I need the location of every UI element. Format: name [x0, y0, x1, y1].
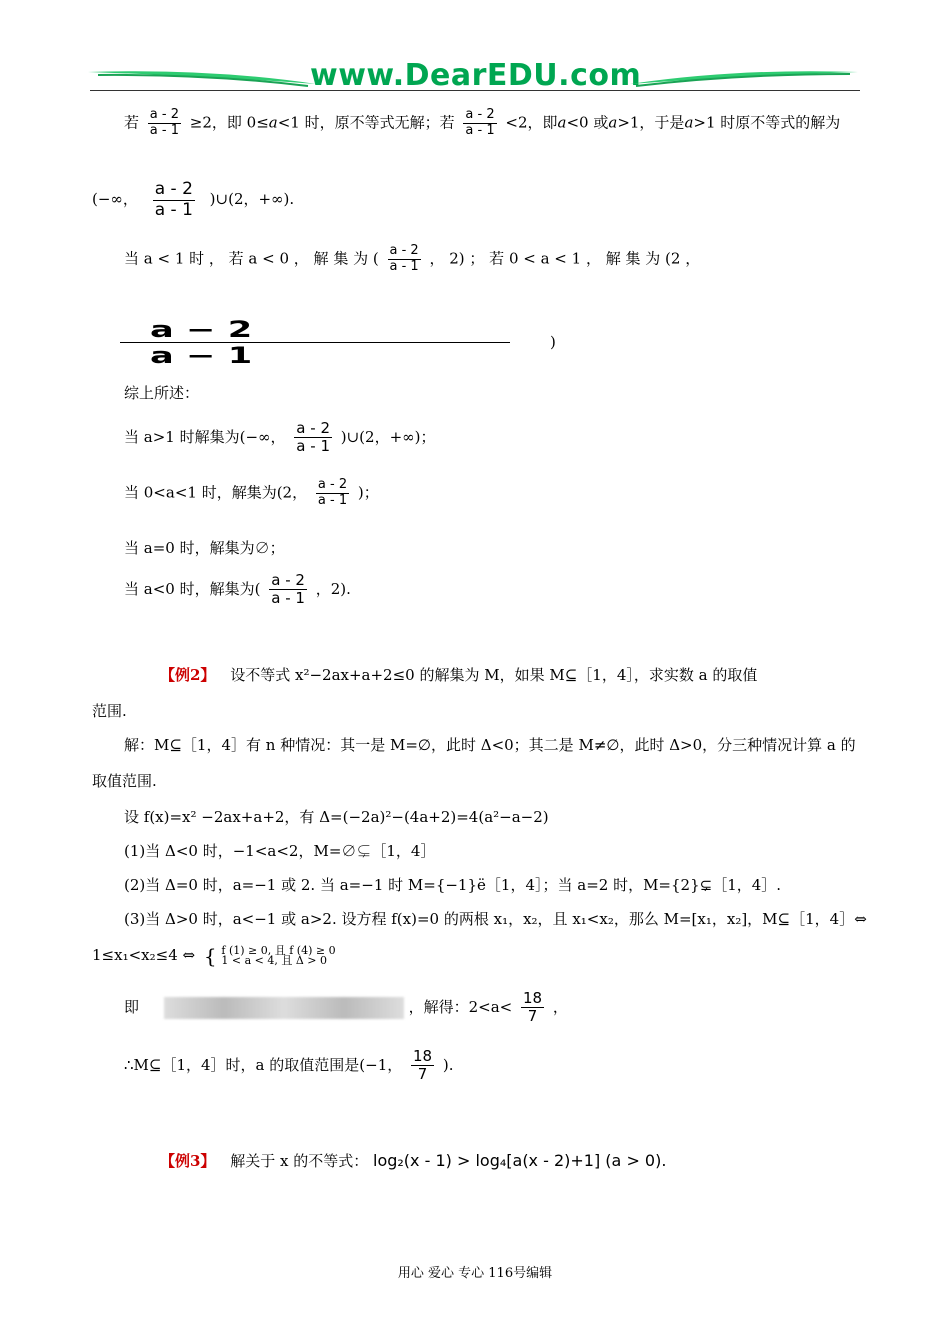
solution-line-1: 解：M⊆［1，4］有 n 种情况：其一是 M=∅，此时 Δ<0；其二是 M≠∅，此时 Δ>0，分三种情况计算 a 的 [124, 736, 856, 754]
text: 设不等式 x²−2ax+a+2≤0 的解集为 M，如果 M⊆［1，4］，求实数 a 的取值 [230, 666, 758, 684]
page-footer: 用心 爱心 专心 116号编辑 [397, 1266, 553, 1281]
log-inequality-formula: log₂(x - 1) > log₄[a(x - 2)+1] (a > 0). [373, 1151, 667, 1170]
fraction: $\frac{a - 2}{a - 1}$ [154, 179, 193, 220]
solution-case-1: (1)当 Δ<0 时，−1<a<2，M=∅⊊［1，4］ [124, 842, 436, 860]
summary-case-3: 当 a=0 时，解集为∅； [124, 539, 285, 557]
fraction: $\frac{a - 2}{a - 1}$ [465, 107, 495, 138]
text: 当 0<a<1 时，解集为(2， [124, 483, 308, 502]
text: )； [357, 483, 379, 502]
fraction: $\frac{18}{7}$ [522, 989, 543, 1026]
paragraph-2 [92, 180, 950, 220]
site-logo: www.DearEDU.com [310, 58, 642, 93]
text: 解关于 x 的不等式： [230, 1152, 369, 1170]
fraction: $\frac{18}{7}$ [413, 1047, 433, 1084]
text: >1 时原不等式的解为 [693, 113, 841, 132]
solution-conclusion [124, 1048, 950, 1084]
example-label: 【例3】 [160, 1152, 216, 1170]
text: 若 [124, 113, 140, 132]
solution-define-f: 设 f(x)=x² −2ax+a+2，有 Δ=(−2a)²−(4a+2)=4(a²−a−2) [124, 808, 549, 826]
brace-system [204, 944, 336, 968]
text: )∪(2，+∞). [209, 190, 295, 209]
fraction: $\frac{a - 2}{a - 1}$ [296, 419, 330, 456]
text: <0 或 [566, 113, 609, 132]
example-3-heading [160, 1150, 950, 1171]
var: a [684, 113, 694, 132]
text: ). [442, 1055, 454, 1074]
solution-case-3b [92, 944, 950, 968]
text: >1，于是 [617, 113, 685, 132]
solution-case-2: (2)当 Δ=0 时，a=−1 或 2. 当 a=−1 时 M={−1}ë［1，4］；当 a=2 时，M={2}⊊［1，4］. [124, 876, 782, 894]
example-label: 【例2】 [160, 666, 216, 684]
text: 当 a>1 时解集为(−∞， [124, 427, 286, 446]
example-2-heading-cont: 范围. [92, 702, 127, 720]
paragraph-1 [124, 108, 950, 139]
var: a [268, 113, 278, 132]
stretched-denominator: a − 1 [150, 344, 253, 369]
text: 1≤x₁<x₂≤4 ⇔ [92, 946, 196, 964]
text: ∴M⊆［1，4］时，a 的取值范围是(−1， [124, 1055, 403, 1074]
stretched-numerator: a − 2 [150, 318, 253, 343]
text: ， [552, 997, 568, 1016]
summary-case-2 [124, 478, 950, 509]
stretched-fraction [120, 318, 510, 368]
text: ≥2，即 0≤ [189, 113, 269, 132]
text: <2，即 [505, 113, 558, 132]
example-2-heading [160, 664, 950, 685]
brace-line-1: f (1) ≥ 0, 且 f (4) ≥ 0 [221, 944, 336, 957]
text: 当 a < 1 时 ， 若 a < 0 ， 解 集 为 ( [124, 249, 379, 268]
text: 即 [124, 997, 140, 1016]
fraction: $\frac{a - 2}{a - 1}$ [149, 107, 179, 138]
var: a [557, 113, 567, 132]
stretched-bar [120, 342, 510, 343]
left-brace: { [203, 944, 217, 968]
close-paren: ) [550, 333, 556, 351]
header-decoration-right [628, 66, 860, 90]
header-decoration-left [88, 66, 318, 90]
solution-case-3: (3)当 Δ>0 时，a<−1 或 a>2. 设方程 f(x)=0 的两根 x₁，x₂，且 x₁<x₂，那么 M=[x₁，x₂]，M⊆［1，4］⇔ [124, 910, 867, 928]
text: )∪(2，+∞)； [340, 427, 436, 446]
paragraph-3 [124, 244, 950, 275]
fraction: $\frac{a - 2}{a - 1}$ [317, 477, 348, 508]
text: <1 时，原不等式无解；若 [277, 113, 455, 132]
header-rule [90, 90, 860, 91]
text: ， 2) ； 若 0 < a < 1 ， 解 集 为 (2 ， [429, 249, 701, 268]
text: ，2). [315, 579, 351, 598]
text: 当 a<0 时，解集为( [124, 579, 261, 598]
text: (−∞， [92, 190, 138, 209]
solution-line-2: 取值范围. [92, 772, 157, 790]
blurred-formula-image [164, 997, 404, 1019]
var: a [608, 113, 618, 132]
summary-title: 综上所述： [124, 384, 200, 402]
fraction: $\frac{a - 2}{a - 1}$ [389, 243, 419, 274]
summary-case-4 [124, 572, 950, 608]
brace-line-2: 1 < a < 4, 且 Δ > 0 [221, 954, 327, 967]
solution-ji-line [124, 990, 950, 1026]
fraction: $\frac{a - 2}{a - 1}$ [271, 571, 305, 608]
summary-case-1 [124, 420, 950, 456]
text: ，解得：2<a< [408, 997, 513, 1016]
